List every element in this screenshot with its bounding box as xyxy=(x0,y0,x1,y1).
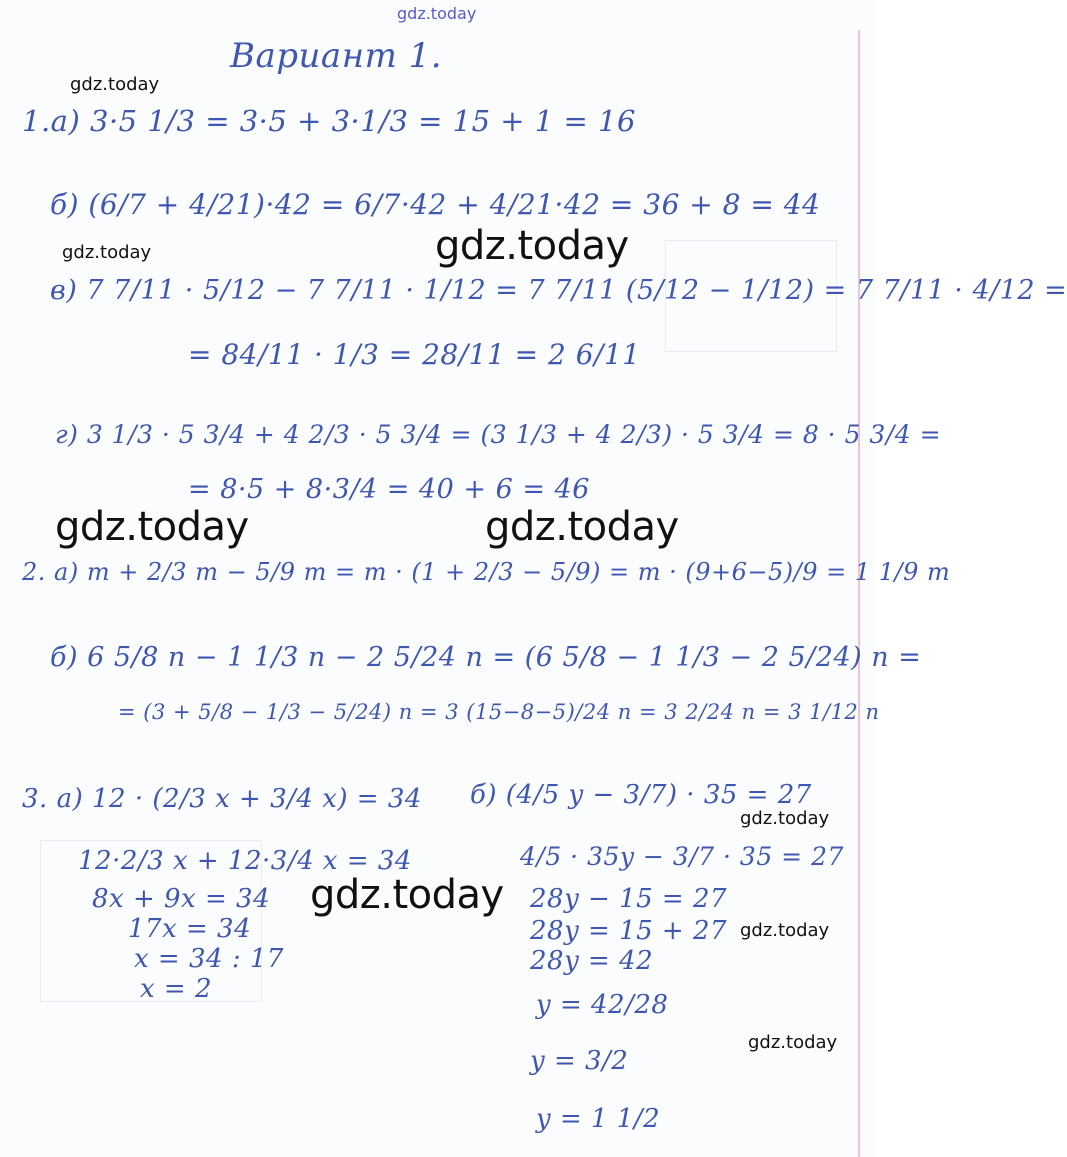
margin-line xyxy=(858,30,860,1157)
line-3a-2: 8x + 9x = 34 xyxy=(92,884,271,914)
watermark: gdz.today xyxy=(62,242,152,263)
watermark: gdz.today xyxy=(310,872,504,918)
line-3b-2: 28y − 15 = 27 xyxy=(530,884,728,914)
line-3b-6: y = 3/2 xyxy=(530,1046,629,1076)
watermark-top: gdz.today xyxy=(397,4,477,23)
line-3b-7: y = 1 1/2 xyxy=(536,1104,661,1134)
watermark: gdz.today xyxy=(70,74,160,95)
line-1b: б) (6/7 + 4/21)·42 = 6/7·42 + 4/21·42 = 36 + 8 = 44 xyxy=(50,188,821,221)
line-3a-3: 17x = 34 xyxy=(128,914,252,944)
line-1v: в) 7 7/11 · 5/12 − 7 7/11 · 1/12 = 7 7/11 (5/12 − 1/12) = 7 7/11 · 4/12 = xyxy=(50,275,1067,306)
line-2b-cont: = (3 + 5/8 − 1/3 − 5/24) n = 3 (15−8−5)/24 n = 3 2/24 n = 3 1/12 n xyxy=(118,700,880,724)
watermark: gdz.today xyxy=(740,808,830,829)
line-3b: б) (4/5 y − 3/7) · 35 = 27 xyxy=(470,780,812,810)
line-1a: 1.а) 3·5 1/3 = 3·5 + 3·1/3 = 15 + 1 = 16 xyxy=(22,104,636,138)
watermark: gdz.today xyxy=(55,504,249,550)
title: Вариант 1. xyxy=(230,36,443,76)
line-3b-4: 28y = 42 xyxy=(530,946,654,976)
watermark: gdz.today xyxy=(485,504,679,550)
line-2a: 2. а) m + 2/3 m − 5/9 m = m · (1 + 2/3 − 5/9) = m · (9+6−5)/9 = 1 1/9 m xyxy=(22,558,951,586)
line-3b-1: 4/5 · 35y − 3/7 · 35 = 27 xyxy=(520,842,844,871)
watermark: gdz.today xyxy=(435,223,629,269)
line-3a-1: 12·2/3 x + 12·3/4 x = 34 xyxy=(78,846,412,876)
line-3b-3: 28y = 15 + 27 xyxy=(530,916,728,946)
line-1g: г) 3 1/3 · 5 3/4 + 4 2/3 · 5 3/4 = (3 1/3 + 4 2/3) · 5 3/4 = 8 · 5 3/4 = xyxy=(55,420,942,449)
watermark: gdz.today xyxy=(740,920,830,941)
line-1g-cont: = 8·5 + 8·3/4 = 40 + 6 = 46 xyxy=(188,474,590,505)
line-3a: 3. а) 12 · (2/3 x + 3/4 x) = 34 xyxy=(22,784,422,814)
watermark: gdz.today xyxy=(748,1032,838,1053)
line-2b: б) 6 5/8 n − 1 1/3 n − 2 5/24 n = (6 5/8 − 1 1/3 − 2 5/24) n = xyxy=(50,642,922,673)
line-3a-4: x = 34 : 17 xyxy=(134,944,284,974)
line-3a-5: x = 2 xyxy=(140,974,213,1004)
line-1v-cont: = 84/11 · 1/3 = 28/11 = 2 6/11 xyxy=(188,338,641,371)
line-3b-5: y = 42/28 xyxy=(536,990,669,1020)
